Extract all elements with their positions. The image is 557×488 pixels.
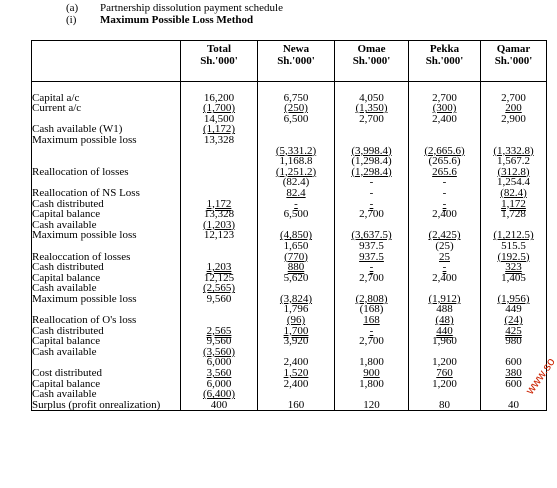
table-cell xyxy=(481,273,547,284)
payment-schedule-table xyxy=(31,40,547,411)
cell-value: (1,172) xyxy=(202,123,236,136)
cell-value: 6,000 xyxy=(206,377,232,390)
cell-value: 168 xyxy=(363,314,380,327)
table-header-row xyxy=(32,41,547,82)
row-label: Cash available xyxy=(32,220,181,231)
cell-value: (192.5) xyxy=(497,250,530,263)
cell-value: 2,700 xyxy=(359,208,384,221)
cell-value: 2,400 xyxy=(432,271,457,284)
table-cell xyxy=(409,379,481,390)
column-header: Total Sh.'000' xyxy=(181,41,258,82)
row-label: Cost distributed xyxy=(32,368,181,379)
cell-value: 440 xyxy=(436,324,453,337)
cell-value: (1,332.8) xyxy=(493,144,534,157)
column-header: Omae Sh.'000' xyxy=(335,41,409,82)
cell-value: 16,200 xyxy=(203,91,235,104)
cell-value: 14,500 xyxy=(203,112,235,125)
cell-value: 400 xyxy=(210,398,228,411)
cell-value: 1,254.4 xyxy=(497,176,530,189)
cell-value: - xyxy=(369,186,374,199)
row-label xyxy=(32,146,181,157)
cell-value: (24) xyxy=(504,314,523,327)
subsection-number: (i) xyxy=(66,14,77,26)
cell-value: 1,172 xyxy=(206,197,232,210)
cell-value: 1,405 xyxy=(501,271,526,284)
cell-value: (1,298.4) xyxy=(351,165,392,178)
cell-value: (1,212.5) xyxy=(493,229,534,242)
cell-value: 2,700 xyxy=(359,271,384,284)
cell-value: - xyxy=(442,261,447,274)
row-label: Capital balance xyxy=(32,379,181,390)
cell-value: (3,637.5) xyxy=(351,229,392,242)
table-cell xyxy=(335,379,409,390)
table-cell xyxy=(335,400,409,411)
cell-value: 2,400 xyxy=(432,208,457,221)
cell-value: 82.4 xyxy=(286,186,306,199)
cell-value: (312.8) xyxy=(497,165,530,178)
table-cell xyxy=(481,336,547,347)
cell-value: 449 xyxy=(505,303,522,316)
cell-value: 9,560 xyxy=(206,335,232,348)
table-cell xyxy=(258,379,335,390)
cell-value: (1,203) xyxy=(202,218,236,231)
row-label: Capital a/c xyxy=(32,93,181,104)
table-cell xyxy=(335,114,409,125)
table-cell xyxy=(181,156,258,167)
table-cell xyxy=(335,124,409,135)
cell-value: 1,567.2 xyxy=(497,155,530,168)
cell-value: 120 xyxy=(363,398,380,411)
row-label xyxy=(32,241,181,252)
row-label: Realoccation of losses xyxy=(32,252,181,263)
cell-value: (25) xyxy=(435,239,454,252)
table-row xyxy=(32,209,547,220)
cell-value: 200 xyxy=(505,102,522,115)
table-cell xyxy=(409,114,481,125)
subsection-title: Maximum Possible Loss Method xyxy=(100,14,254,26)
row-label: Cash available xyxy=(32,389,181,400)
cell-value: 1,200 xyxy=(432,356,457,369)
cell-value: 6,500 xyxy=(283,112,309,125)
table-cell xyxy=(258,336,335,347)
row-label: Capital balance xyxy=(32,336,181,347)
cell-value: (2,808) xyxy=(355,292,388,305)
cell-value: 2,700 xyxy=(501,91,526,104)
cell-value: 2,700 xyxy=(359,335,384,348)
cell-value: 937.5 xyxy=(359,250,384,263)
table-cell xyxy=(335,209,409,220)
row-label: Cash distributed xyxy=(32,199,181,210)
table-cell xyxy=(335,273,409,284)
table-cell xyxy=(258,114,335,125)
row-label: Maximum possible loss xyxy=(32,230,181,241)
cell-value: 2,400 xyxy=(283,377,309,390)
cell-value: 12,125 xyxy=(203,271,235,284)
cell-value: (3,824) xyxy=(279,292,313,305)
cell-value: 760 xyxy=(436,367,453,380)
row-label: Cash available xyxy=(32,283,181,294)
cell-value: (770) xyxy=(284,250,308,263)
label-column-header xyxy=(32,41,181,82)
cell-value: 2,565 xyxy=(206,324,232,337)
cell-value: 1,168.8 xyxy=(279,155,313,168)
cell-value: 80 xyxy=(439,398,450,411)
cell-value: (265.6) xyxy=(428,155,461,168)
row-label: Cash available xyxy=(32,347,181,358)
cell-value: (2,665.6) xyxy=(424,144,465,157)
table-cell xyxy=(181,400,258,411)
cell-value: 425 xyxy=(505,324,522,337)
cell-value: (3,998.4) xyxy=(351,144,392,157)
section-number: (a) xyxy=(66,2,79,14)
row-label: Maximum possible loss xyxy=(32,135,181,146)
row-label: Capital balance xyxy=(32,273,181,284)
cell-value: 1,650 xyxy=(283,239,309,252)
row-label: Surplus (profit onrealization) xyxy=(32,400,181,411)
cell-value: 2,700 xyxy=(359,112,384,125)
cell-value: - xyxy=(369,261,374,274)
cell-value: (4,850) xyxy=(279,229,313,242)
cell-value: 3,560 xyxy=(206,367,232,380)
cell-value: 6,500 xyxy=(283,208,309,221)
cell-value: 5,620 xyxy=(283,271,309,284)
cell-value: 2,400 xyxy=(283,356,309,369)
table-cell xyxy=(181,177,258,188)
table-row xyxy=(32,336,547,347)
cell-value: (168) xyxy=(359,303,384,316)
table-row xyxy=(32,400,547,411)
cell-value: 6,000 xyxy=(206,356,232,369)
cell-value: 937.5 xyxy=(359,239,384,252)
table-cell xyxy=(181,294,258,305)
cell-value: 1,800 xyxy=(359,356,384,369)
cell-value: (6,400) xyxy=(202,388,236,401)
table-cell xyxy=(181,230,258,241)
cell-value: (300) xyxy=(432,102,457,115)
cell-value: 900 xyxy=(363,367,380,380)
cell-value: 6,750 xyxy=(283,91,309,104)
table-cell xyxy=(258,400,335,411)
cell-value: 13,328 xyxy=(203,208,235,221)
cell-value: 265.6 xyxy=(432,165,457,178)
table-cell xyxy=(335,336,409,347)
cell-value: (1,298.4) xyxy=(351,155,392,168)
cell-value: - xyxy=(442,197,447,210)
watermark: www.so xyxy=(522,355,557,397)
cell-value: 160 xyxy=(287,398,305,411)
cell-value: 1,800 xyxy=(359,377,384,390)
cell-value: 1,728 xyxy=(501,208,526,221)
column-header: Qamar Sh.'000' xyxy=(481,41,547,82)
row-label: Cash available (W1) xyxy=(32,124,181,135)
cell-value: 9,560 xyxy=(206,292,232,305)
table-cell xyxy=(181,167,258,178)
cell-value: (82.4) xyxy=(500,186,527,199)
cell-value: 323 xyxy=(505,261,522,274)
cell-value: 1,520 xyxy=(283,367,309,380)
row-label: Maximum possible loss xyxy=(32,294,181,305)
table-cell xyxy=(481,124,547,135)
table-cell xyxy=(481,209,547,220)
cell-value: (3,560) xyxy=(202,345,236,358)
cell-value: - xyxy=(442,176,447,189)
section-title: Partnership dissolution payment schedule xyxy=(100,2,283,14)
row-label: Reallocation of losses xyxy=(32,167,181,178)
cell-value: 1,796 xyxy=(283,303,309,316)
table-cell xyxy=(181,146,258,157)
table-cell xyxy=(409,273,481,284)
table-row xyxy=(32,273,547,284)
column-header: Newa Sh.'000' xyxy=(258,41,335,82)
cell-value: (250) xyxy=(284,102,308,115)
cell-value: - xyxy=(294,197,298,210)
table-cell xyxy=(409,400,481,411)
cell-value: 380 xyxy=(505,367,522,380)
cell-value: (1,700) xyxy=(202,102,236,115)
table-row xyxy=(32,188,547,199)
cell-value: - xyxy=(369,197,374,210)
table-cell xyxy=(181,304,258,315)
cell-value: 880 xyxy=(287,261,305,274)
cell-value: (5,331.2) xyxy=(275,144,317,157)
table-cell xyxy=(258,124,335,135)
table-row xyxy=(32,379,547,390)
row-label: Reallocation of NS Loss xyxy=(32,188,181,199)
cell-value: 1,700 xyxy=(283,324,309,337)
table-cell xyxy=(181,135,258,146)
cell-value: 25 xyxy=(439,250,450,263)
table-cell xyxy=(481,400,547,411)
row-label xyxy=(32,82,181,93)
row-label: Current a/c xyxy=(32,103,181,114)
row-label: Cash distributed xyxy=(32,262,181,273)
cell-value: 1,203 xyxy=(206,261,232,274)
cell-value: 4,050 xyxy=(359,91,384,104)
cell-value: 13,328 xyxy=(203,133,235,146)
cell-value: 12,123 xyxy=(203,229,235,242)
cell-value: 2,400 xyxy=(432,112,457,125)
cell-value: 1,200 xyxy=(432,377,457,390)
cell-value: (2,425) xyxy=(428,229,461,242)
cell-value: 3,920 xyxy=(283,335,309,348)
cell-value: - xyxy=(369,324,374,337)
cell-value: 40 xyxy=(508,398,519,411)
cell-value: 488 xyxy=(436,303,453,316)
table-cell xyxy=(409,336,481,347)
cell-value: (96) xyxy=(286,314,306,327)
cell-value: (1,912) xyxy=(428,292,461,305)
cell-value: - xyxy=(442,186,447,199)
cell-value: - xyxy=(369,176,374,189)
cell-value: 600 xyxy=(505,356,522,369)
row-label: Cash distributed xyxy=(32,326,181,337)
cell-value: 2,700 xyxy=(432,91,457,104)
row-label: Reallocation of O's loss xyxy=(32,315,181,326)
table-cell xyxy=(181,241,258,252)
cell-value: 1,960 xyxy=(432,335,457,348)
table-cell xyxy=(409,124,481,135)
column-header: Pekka Sh.'000' xyxy=(409,41,481,82)
cell-value: 2,900 xyxy=(501,112,526,125)
cell-value: (2,565) xyxy=(202,282,236,295)
cell-value: 1,172 xyxy=(501,197,526,210)
cell-value: 980 xyxy=(505,335,522,348)
cell-value: (82.4) xyxy=(282,176,310,189)
table-cell xyxy=(258,273,335,284)
table-cell xyxy=(481,114,547,125)
cell-value: (1,251.2) xyxy=(275,165,317,178)
table-cell xyxy=(409,209,481,220)
row-label: Capital balance xyxy=(32,209,181,220)
cell-value: (1,956) xyxy=(497,292,530,305)
table-cell xyxy=(258,209,335,220)
cell-value: (48) xyxy=(435,314,454,327)
cell-value: 515.5 xyxy=(501,239,526,252)
cell-value: 600 xyxy=(505,377,522,390)
cell-value: (1,350) xyxy=(355,102,388,115)
